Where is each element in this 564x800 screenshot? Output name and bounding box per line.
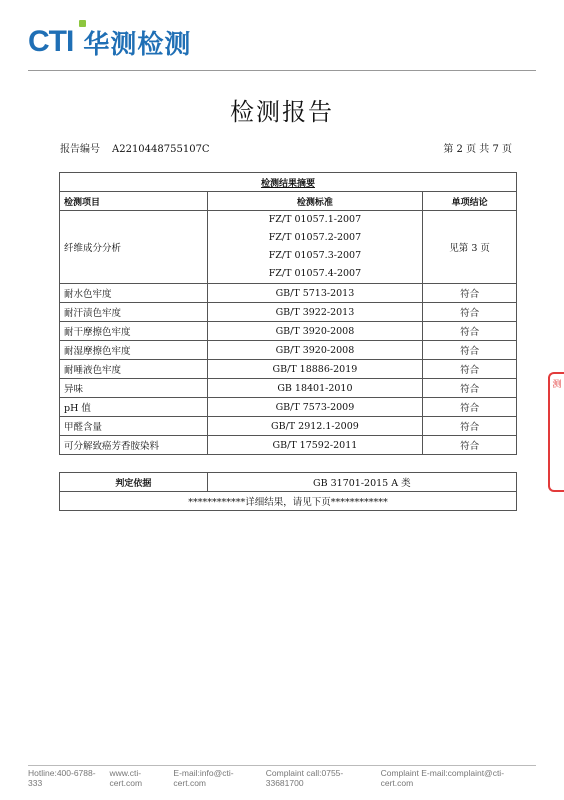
basis-table: [59, 472, 517, 511]
cell-item: 耐汗渍色牢度: [60, 303, 208, 322]
table-row: [60, 211, 517, 284]
header-divider: [28, 70, 536, 71]
footer-divider: [28, 765, 536, 766]
cell-standard: FZ/T 01057.2-2007: [268, 232, 362, 243]
cell-result: 符合: [423, 436, 517, 455]
report-number-value: A2210448755107C: [112, 144, 210, 155]
table-row: [60, 398, 517, 417]
table-row: [60, 303, 517, 322]
summary-caption: 检测结果摘要: [60, 173, 517, 192]
page-indicator: 第 2 页 共 7 页: [443, 144, 512, 155]
header-result: 单项结论: [423, 192, 517, 211]
cell-result: 符合: [423, 284, 517, 303]
cell-standard: FZ/T 01057.3-2007: [268, 250, 362, 261]
company-logo: [28, 22, 191, 62]
cell-standard: GB 18401-2010: [207, 379, 423, 398]
table-row: [60, 322, 517, 341]
cell-item: 耐水色牢度: [60, 284, 208, 303]
cell-standard: FZ/T 01057.4-2007: [268, 268, 362, 279]
cell-result: 符合: [423, 341, 517, 360]
logo-chinese-name: 华测检测: [83, 29, 192, 60]
cell-item: 耐湿摩擦色牢度: [60, 341, 208, 360]
cell-item: 耐唾液色牢度: [60, 360, 208, 379]
cell-result: 见第 3 页: [423, 211, 517, 284]
table-row: [60, 341, 517, 360]
report-number-label: 报告编号: [60, 144, 100, 155]
cell-item: 耐干摩擦色牢度: [60, 322, 208, 341]
footer-email: E-mail:info@cti-cert.com: [173, 768, 234, 788]
cell-standard: GB/T 17592-2011: [207, 436, 423, 455]
footer: [28, 768, 536, 788]
footer-complaint-email: Complaint E-mail:complaint@cti-cert.com: [380, 768, 505, 788]
cell-result: 符合: [423, 398, 517, 417]
summary-table: [59, 172, 517, 455]
footer-hotline: Hotline:400-6788-333: [28, 768, 96, 788]
cell-standard: GB/T 2912.1-2009: [207, 417, 423, 436]
cell-standard: GB/T 3920-2008: [207, 341, 423, 360]
cell-standard: GB/T 3920-2008: [207, 322, 423, 341]
cell-standard: GB/T 5713-2013: [207, 284, 423, 303]
table-row: [60, 417, 517, 436]
cell-item: 纤维成分分析: [60, 211, 208, 284]
basis-value: GB 31701-2015 A 类: [207, 473, 516, 492]
header-standard: 检测标准: [207, 192, 423, 211]
cell-standard: GB/T 18886-2019: [207, 360, 423, 379]
basis-note: ************详细结果，请见下页************: [60, 492, 517, 511]
cell-standard: GB/T 7573-2009: [207, 398, 423, 417]
logo-dot-mark: [79, 20, 86, 27]
footer-website: www.cti-cert.com: [109, 768, 143, 788]
cell-result: 符合: [423, 379, 517, 398]
red-seal-stamp: 测: [548, 372, 564, 492]
page-title: 检测报告: [230, 98, 334, 126]
cell-item: pH 值: [60, 398, 208, 417]
table-row: [60, 436, 517, 455]
logo-brand: CTI: [28, 25, 74, 58]
cell-result: 符合: [423, 360, 517, 379]
cell-item: 可分解致癌芳香胺染料: [60, 436, 208, 455]
cell-result: 符合: [423, 322, 517, 341]
cell-standard: FZ/T 01057.1-2007: [268, 214, 362, 225]
table-row: [60, 360, 517, 379]
cell-result: 符合: [423, 417, 517, 436]
basis-label: 判定依据: [60, 473, 208, 492]
cell-result: 符合: [423, 303, 517, 322]
table-row: [60, 379, 517, 398]
footer-complaint-call: Complaint call:0755-33681700: [265, 768, 344, 788]
cell-item: 甲醛含量: [60, 417, 208, 436]
cell-item: 异味: [60, 379, 208, 398]
report-number: [60, 140, 210, 155]
cell-standard-group: [207, 211, 423, 284]
table-row: [60, 284, 517, 303]
header-item: 检测项目: [60, 192, 208, 211]
cell-standard: GB/T 3922-2013: [207, 303, 423, 322]
